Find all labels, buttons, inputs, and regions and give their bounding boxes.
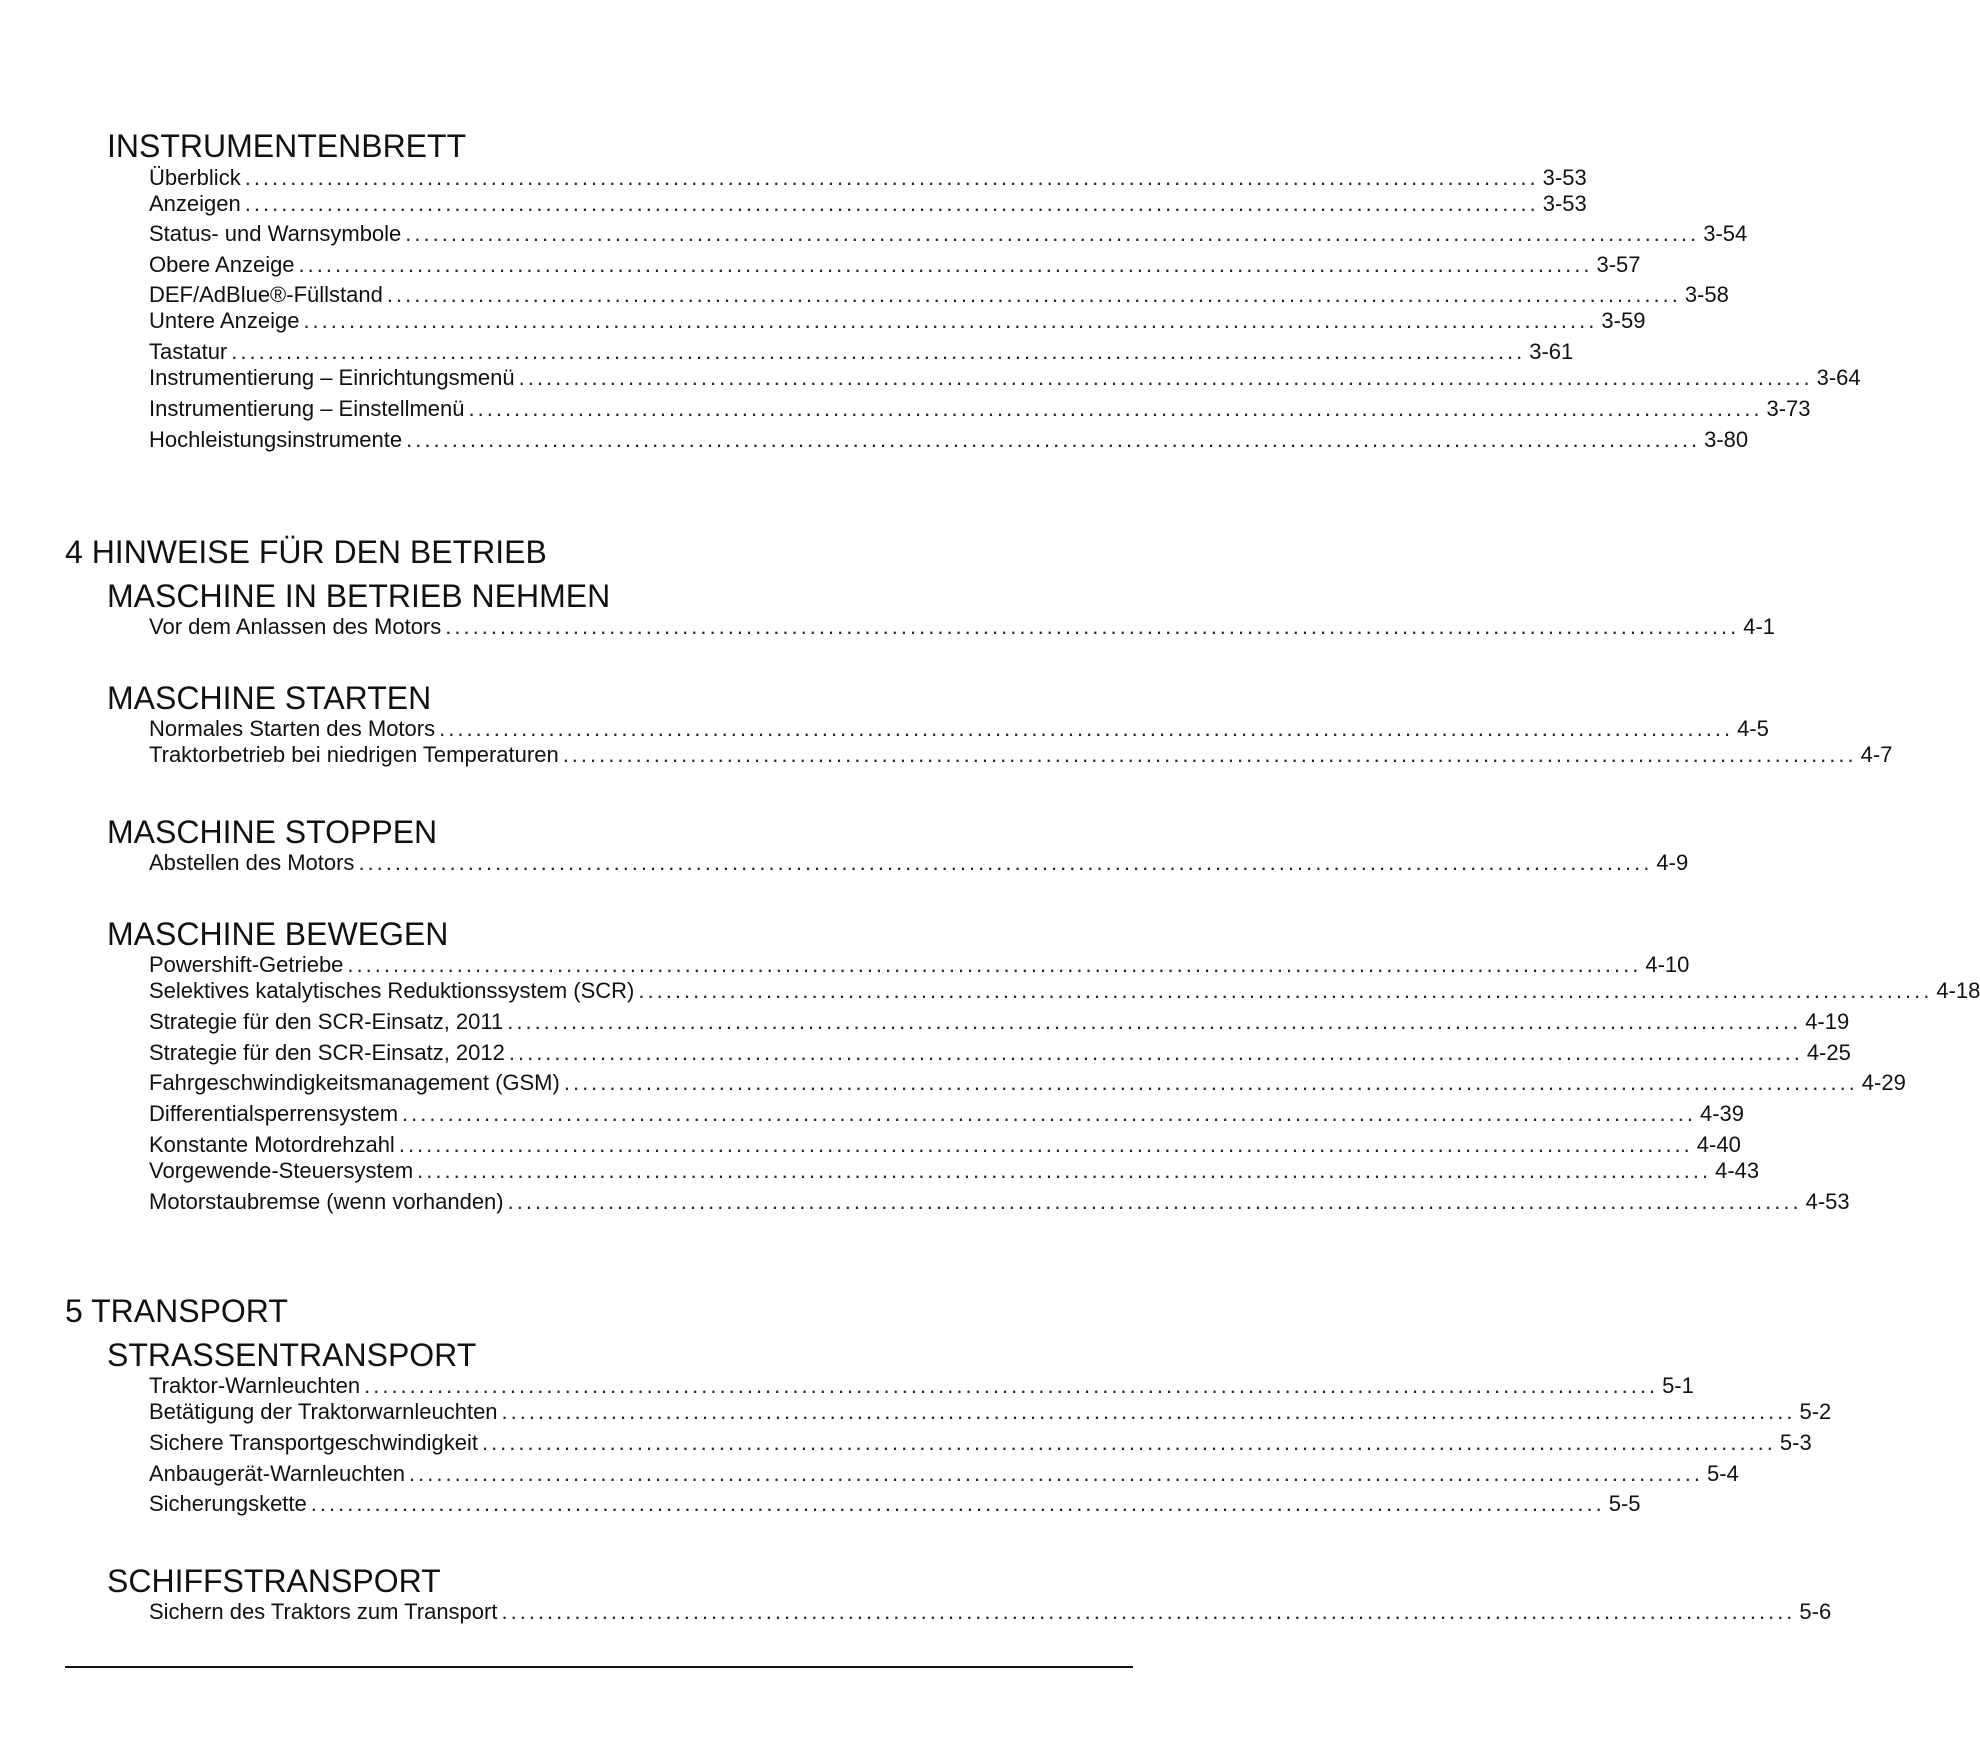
dot-leader: .............................................................................................................................................. xyxy=(468,396,1763,421)
toc-entry-label: Überblick xyxy=(149,165,241,190)
toc-entry[interactable] xyxy=(149,396,1811,422)
toc-entry-label: Motorstaubremse (wenn vorhanden) xyxy=(149,1189,504,1214)
toc-entry-label: Fahrgeschwindigkeitsmanagement (GSM) xyxy=(149,1070,560,1095)
dot-leader: .............................................................................................................................................. xyxy=(501,1399,1796,1424)
toc-entry[interactable] xyxy=(149,308,1646,334)
toc-entry[interactable] xyxy=(149,1101,1745,1127)
section-title: STRASSENTRANSPORT xyxy=(107,1337,477,1373)
toc-entry[interactable] xyxy=(149,742,1893,768)
dot-leader: .............................................................................................................................................. xyxy=(364,1373,1659,1398)
toc-entry-label: Strategie für den SCR-Einsatz, 2012 xyxy=(149,1040,505,1065)
toc-entry-label: Sicherungskette xyxy=(149,1491,307,1516)
toc-entry-label: Untere Anzeige xyxy=(149,308,300,333)
toc-entry-page: 3-53 xyxy=(1542,165,1587,190)
dot-leader: .............................................................................................................................................. xyxy=(398,1132,1693,1157)
toc-entry-page: 4-9 xyxy=(1656,850,1689,875)
toc-entry[interactable] xyxy=(149,1070,1906,1096)
dot-leader: .............................................................................................................................................. xyxy=(310,1491,1605,1516)
toc-entry[interactable] xyxy=(149,1399,1832,1425)
dot-leader: .............................................................................................................................................. xyxy=(406,427,1701,452)
toc-entry-page: 3-57 xyxy=(1596,252,1641,277)
dot-leader: .............................................................................................................................................. xyxy=(638,978,1933,1003)
toc-entry-label: Status- und Warnsymbole xyxy=(149,221,402,246)
toc-entry-label: Hochleistungsinstrumente xyxy=(149,427,403,452)
toc-entry-page: 5-1 xyxy=(1662,1373,1694,1398)
toc-entry-page: 5-2 xyxy=(1799,1399,1832,1424)
toc-entry[interactable] xyxy=(149,850,1689,876)
toc-entry-page: 3-59 xyxy=(1601,308,1646,333)
toc-entry-page: 3-80 xyxy=(1704,427,1749,452)
toc-entry-label: Instrumentierung – Einrichtungsmenü xyxy=(149,365,515,390)
toc-entry[interactable] xyxy=(149,1599,1832,1625)
section-title-instrumentenbrett: INSTRUMENTENBRETT xyxy=(107,128,467,164)
toc-entry-page: 5-5 xyxy=(1608,1491,1641,1516)
dot-leader: .............................................................................................................................................. xyxy=(518,365,1813,390)
toc-entry[interactable] xyxy=(149,282,1729,308)
toc-entry-label: Anbaugerät-Warnleuchten xyxy=(149,1461,406,1486)
toc-entry[interactable] xyxy=(149,1189,1850,1215)
dot-leader: .............................................................................................................................................. xyxy=(439,716,1734,741)
dot-leader: .............................................................................................................................................. xyxy=(508,1040,1803,1065)
toc-entry[interactable] xyxy=(149,1158,1760,1184)
dot-leader: .............................................................................................................................................. xyxy=(507,1189,1802,1214)
dot-leader: .............................................................................................................................................. xyxy=(231,339,1526,364)
toc-entry-page: 5-6 xyxy=(1799,1599,1832,1624)
footer-rule xyxy=(65,1666,1133,1668)
dot-leader: .............................................................................................................................................. xyxy=(402,1101,1696,1126)
dot-leader: .............................................................................................................................................. xyxy=(481,1430,1776,1455)
toc-entry-page: 4-19 xyxy=(1805,1009,1850,1034)
toc-entry-page: 4-25 xyxy=(1806,1040,1851,1065)
toc-entry-label: Strategie für den SCR-Einsatz, 2011 xyxy=(149,1009,504,1034)
toc-entry-label: Differentialsperrensystem xyxy=(149,1101,399,1126)
toc-entry-label: Vorgewende-Steuersystem xyxy=(149,1158,414,1183)
toc-entry-page: 4-18 xyxy=(1936,978,1980,1003)
toc-entry-label: Instrumentierung – Einstellmenü xyxy=(149,396,465,421)
toc-entry[interactable] xyxy=(149,339,1574,365)
section-title: MASCHINE STARTEN xyxy=(107,680,432,716)
dot-leader: .............................................................................................................................................. xyxy=(358,850,1653,875)
dot-leader: .............................................................................................................................................. xyxy=(386,282,1681,307)
toc-entry-page: 4-10 xyxy=(1645,952,1690,977)
toc-entry[interactable] xyxy=(149,952,1690,978)
toc-entry-label: DEF/AdBlue®-Füllstand xyxy=(149,282,383,307)
toc-entry[interactable] xyxy=(149,1373,1694,1399)
toc-entry-page: 4-43 xyxy=(1715,1158,1760,1183)
dot-leader: .............................................................................................................................................. xyxy=(303,308,1598,333)
section-title: MASCHINE STOPPEN xyxy=(107,814,438,850)
toc-entry-label: Tastatur xyxy=(149,339,228,364)
dot-leader: .............................................................................................................................................. xyxy=(409,1461,1703,1486)
toc-entry[interactable] xyxy=(149,252,1641,278)
toc-entry-label: Abstellen des Motors xyxy=(149,850,355,875)
toc-entry-label: Powershift-Getriebe xyxy=(149,952,344,977)
dot-leader: .............................................................................................................................................. xyxy=(417,1158,1712,1183)
toc-entry-label: Sichern des Traktors zum Transport xyxy=(149,1599,498,1624)
toc-entry-page: 4-7 xyxy=(1860,742,1893,767)
toc-entry[interactable] xyxy=(149,165,1587,191)
toc-entry[interactable] xyxy=(149,1040,1851,1066)
toc-entry-label: Betätigung der Traktorwarnleuchten xyxy=(149,1399,498,1424)
toc-entry-page: 3-58 xyxy=(1684,282,1729,307)
toc-entry-label: Vor dem Anlassen des Motors xyxy=(149,614,442,639)
toc-entry[interactable] xyxy=(149,427,1749,453)
toc-entry[interactable] xyxy=(149,1430,1812,1456)
toc-entry-page: 5-4 xyxy=(1706,1461,1739,1486)
toc-entry-label: Traktor-Warnleuchten xyxy=(149,1373,361,1398)
toc-entry-label: Anzeigen xyxy=(149,191,241,216)
dot-leader: .............................................................................................................................................. xyxy=(501,1599,1796,1624)
dot-leader: .............................................................................................................................................. xyxy=(562,742,1857,767)
toc-entry-label: Sichere Transportgeschwindigkeit xyxy=(149,1430,478,1455)
toc-entry-page: 3-61 xyxy=(1529,339,1574,364)
dot-leader: .............................................................................................................................................. xyxy=(298,252,1593,277)
toc-entry-page: 5-3 xyxy=(1779,1430,1812,1455)
section-title: MASCHINE BEWEGEN xyxy=(107,916,449,952)
toc-entry[interactable] xyxy=(149,1461,1739,1487)
toc-entry-label: Normales Starten des Motors xyxy=(149,716,436,741)
toc-entry[interactable] xyxy=(149,1491,1641,1517)
toc-entry[interactable] xyxy=(149,1009,1850,1035)
toc-entry-page: 4-39 xyxy=(1699,1101,1745,1126)
toc-entry[interactable] xyxy=(149,1132,1741,1158)
dot-leader: .............................................................................................................................................. xyxy=(244,165,1539,190)
dot-leader: .............................................................................................................................................. xyxy=(445,614,1740,639)
toc-entry-label: Selektives katalytisches Reduktionssystem (SCR) xyxy=(149,978,635,1003)
toc-entry-page: 3-54 xyxy=(1703,221,1748,246)
toc-entry-label: Konstante Motordrehzahl xyxy=(149,1132,395,1157)
toc-entry-page: 3-53 xyxy=(1542,191,1587,216)
toc-entry[interactable] xyxy=(149,191,1587,217)
section-title: SCHIFFSTRANSPORT xyxy=(107,1563,441,1599)
toc-entry-page: 4-1 xyxy=(1743,614,1776,639)
toc-entry[interactable] xyxy=(149,716,1769,742)
toc-entry-page: 3-64 xyxy=(1816,365,1861,390)
toc-entry[interactable] xyxy=(149,978,1980,1004)
toc-entry-page: 4-29 xyxy=(1861,1070,1906,1095)
toc-entry[interactable] xyxy=(149,221,1748,247)
chapter-title-5: 5 TRANSPORT xyxy=(65,1293,288,1329)
dot-leader: .............................................................................................................................................. xyxy=(563,1070,1858,1095)
toc-entry-page: 3-73 xyxy=(1766,396,1811,421)
dot-leader: .............................................................................................................................................. xyxy=(405,221,1700,246)
section-title: MASCHINE IN BETRIEB NEHMEN xyxy=(107,578,611,614)
toc-entry-label: Obere Anzeige xyxy=(149,252,295,277)
toc-entry[interactable] xyxy=(149,365,1861,391)
dot-leader: .............................................................................................................................................. xyxy=(507,1009,1802,1034)
toc-entry-page: 4-5 xyxy=(1737,716,1769,741)
toc-entry[interactable] xyxy=(149,614,1776,640)
toc-entry-page: 4-53 xyxy=(1805,1189,1850,1214)
chapter-title-4: 4 HINWEISE FÜR DEN BETRIEB xyxy=(65,534,547,570)
toc-entry-page: 4-40 xyxy=(1696,1132,1741,1157)
dot-leader: .............................................................................................................................................. xyxy=(244,191,1539,216)
dot-leader: .............................................................................................................................................. xyxy=(347,952,1642,977)
toc-entry-label: Traktorbetrieb bei niedrigen Temperaturen xyxy=(149,742,559,767)
